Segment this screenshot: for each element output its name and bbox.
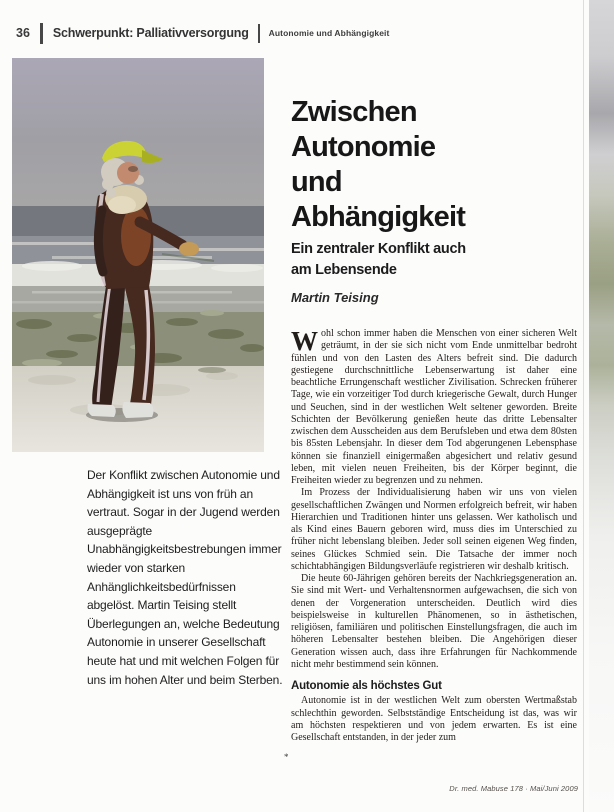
drop-cap: W	[291, 326, 318, 356]
page-header	[16, 21, 389, 45]
photo-wave-streak	[12, 242, 102, 245]
body-paragraph: Die heute 60-Jährigen gehören bereits der Nachkriegsgeneration an. Sie sind mit Wert- und Verhaltensnormen aufgewachsen, die sich von denen der Vorgeneration unterscheiden. Deutlich wird dies beispielsweise in kulturellen Phänomenen, so in ästhetischen, religiösen, familiären und politischen Einstellungsfragen, die auch im höheren Lebensalter bestehen bleiben. Die Angehörigen dieser Generation wissen auch, dass ihre Erfahrungen für Nachkommende nicht mehr bestimmend sein können.	[291, 573, 577, 670]
body-paragraph-text: ohl schon immer haben die Menschen von einer sicheren Welt geträumt, in der sie sich nicht vom Ende unmittelbar bedroht fühlen und von den Lasten des Alters befreit sind. Die dadurch gestiegene durchschnittliche Lebenserwartung ist daher eine beachtliche Errungenschaft westlicher Zivilisation. Schrecken früherer Tage, wie ein vorzeitiger Tod durch kriegerische Gewalt, durch Hunger und Seuchen, sind in der westlichen Welt seltener geworden. Breite Schichten der Bevölkerung genießen heute das dritte Lebensalter zwischen dem Ausscheiden aus dem Berufsleben und etwa dem 80sten bis 85sten Lebensjahr. In dieser dem Tod abgerungenen Lebensphase können sie finanziell einigermaßen abgesichert und relativ gesund leben, mit vielen neuen Freiheiten, bis der Körper beginnt, die Freiheiten wieder zu begrenzen und zu nehmen.	[291, 328, 577, 486]
header-divider	[258, 24, 260, 43]
body-paragraph	[291, 328, 577, 487]
photo-seaweed	[166, 318, 198, 326]
figure-hand	[179, 242, 199, 256]
article-title-line: und	[291, 166, 342, 198]
figure-chest-highlight	[121, 206, 151, 266]
photo-foam-crest	[211, 264, 263, 272]
beach-jogger-illustration	[12, 58, 264, 452]
header-divider	[40, 23, 43, 44]
figure-sunglasses	[128, 166, 138, 172]
photo-seaweed	[46, 350, 78, 358]
footnote-marker: *	[284, 752, 289, 762]
article-title	[291, 95, 465, 235]
article-author: Martin Teising	[291, 290, 379, 305]
figure-front-shoe	[122, 402, 153, 418]
page-number: 36	[16, 26, 30, 40]
scan-edge-strip	[589, 0, 614, 812]
page-edge-line	[583, 0, 584, 812]
article-subtitle-line: Ein zentraler Konflikt auch	[291, 241, 466, 257]
figure-back-shoe	[88, 404, 116, 417]
article-body	[291, 328, 577, 744]
photo-wave-streak	[142, 248, 264, 251]
article-title-line: Zwischen	[291, 96, 417, 128]
article-subtitle	[291, 239, 466, 281]
page-footer: Dr. med. Mabuse 178 · Mai/Juni 2009	[449, 784, 578, 793]
running-title: Autonomie und Abhängigkeit	[268, 28, 390, 38]
section-subheading: Autonomie als höchstes Gut	[291, 680, 442, 692]
photo-sand-patch	[28, 375, 76, 385]
article-title-line: Autonomie	[291, 131, 436, 163]
photo-foam-crest	[22, 261, 82, 271]
photo-seaweed	[16, 319, 52, 329]
photo-seaweed-light	[22, 359, 62, 367]
article-teaser: Der Konflikt zwischen Autonomie und Abhängigkeit ist uns von früh an vertraut. Sogar in der Jugend werden ausgeprägte Unabhängigkeitsbestrebungen immer wieder von starken Anhänglichkeitsbedürfnissen abgelöst. Martin Teising stellt Überlegungen an, welche Bedeutung Autonomie in unserer Gesellschaft heute hat und mit welchen Folgen für uns im hohen Alter und beim Sterben.	[87, 468, 283, 687]
photo-seaweed	[240, 344, 264, 352]
article-subtitle-line: am Lebensende	[291, 262, 397, 278]
article-title-line: Abhängigkeit	[291, 201, 466, 233]
figure-hair-curl	[106, 188, 116, 198]
section-title: Schwerpunkt: Palliativversorgung	[52, 26, 249, 40]
photo-seaweed	[208, 329, 244, 339]
figure-face	[117, 162, 139, 184]
figure-near-arm	[98, 210, 103, 272]
photo-seaweed	[67, 334, 97, 342]
figure-scarf-light	[108, 196, 136, 214]
body-paragraph: Autonomie ist in der westlichen Welt zum obersten Wertmaßstab schlechthin geworden. Selbstständige Entscheidung ist das, was wir am höchsten respektieren und von jedem erwarten. Es ist eine Gesellschaft entstanden, in der jeder zum	[291, 695, 577, 743]
photo-sand-debris	[198, 367, 226, 373]
photo-seaweed-light	[200, 310, 224, 316]
photo-sand-patch	[206, 372, 238, 380]
article-photo	[12, 58, 264, 452]
body-paragraph: Im Prozess der Individualisierung haben wir uns von vielen gesellschaftlichen Zwängen und Normen erfolgreich befreit, wir haben Hierarchien und Traditionen hinter uns gelassen. Wer katholisch und als Kind eines Bauern geboren wird, muss dies im Unterschied zu früher nicht lebenslang bleiben. Jeder soll seinen eigenen Weg finden, seines Glückes Schmied sein. Die Tatsache der immer noch schichtabhängigen Bildungsverläufe registrieren wir deshalb kritisch.	[291, 487, 577, 572]
